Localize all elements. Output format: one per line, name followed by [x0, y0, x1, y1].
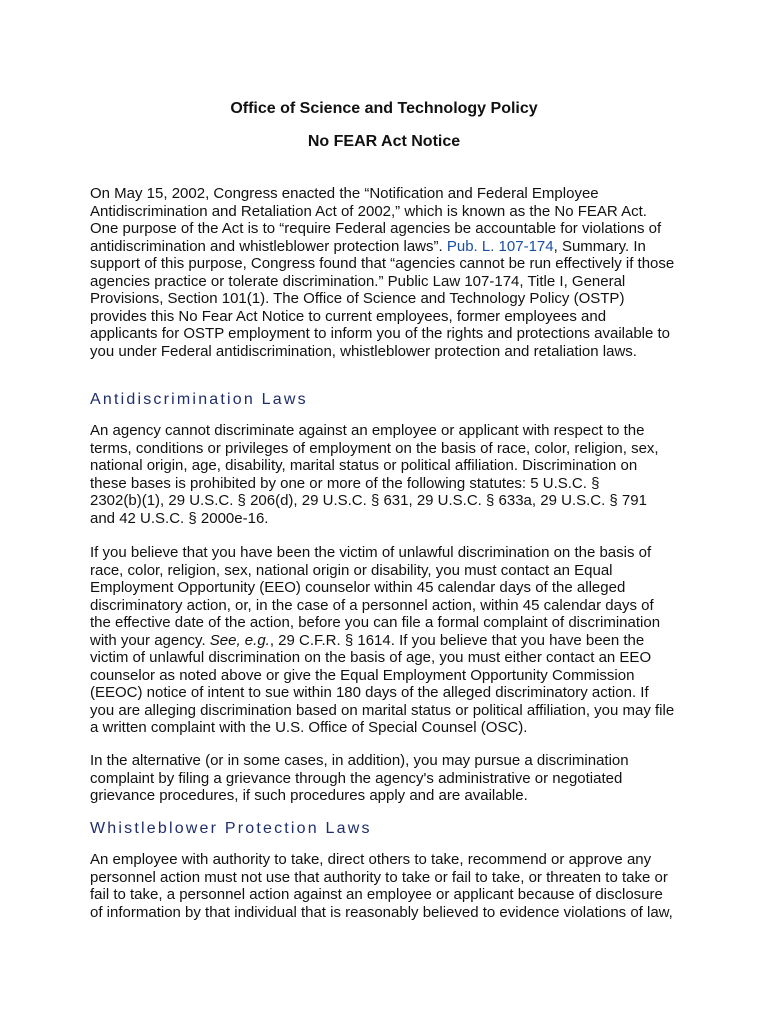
- whistleblower-paragraph-1: [90, 851, 690, 921]
- intro-paragraph: [90, 185, 690, 360]
- text-line: grievance procedures, if such procedures apply and are available.: [90, 787, 528, 804]
- page-title: Office of Science and Technology Policy: [230, 100, 538, 117]
- text-line: Antidiscrimination and Retaliation Act of 2002,” which is known as the No FEAR Act.: [90, 202, 647, 220]
- text-line: these bases is prohibited by one or more of the following statutes: 5 U.S.C. §: [90, 474, 600, 492]
- citation-signal: See, e.g.: [209, 631, 270, 649]
- text-line: terms, conditions or privileges of employment on the basis of race, color, religion, sex,: [90, 439, 659, 457]
- text-line: a written complaint with the U.S. Office of Special Counsel (OSC).: [90, 719, 528, 736]
- text-line: An employee with authority to take, direct others to take, recommend or approve any: [90, 851, 652, 868]
- text-line: provides this No Fear Act Notice to current employees, former employees and: [90, 307, 607, 325]
- text-segment: , Summary. In: [553, 237, 646, 255]
- antidiscrimination-paragraph-3: [90, 752, 690, 805]
- text-segment: antidiscrimination and whistleblower protection laws”.: [90, 237, 447, 255]
- text-line: agencies practice or tolerate discrimination.” Public Law 107-174, Title I, General: [90, 272, 626, 290]
- text-line: On May 15, 2002, Congress enacted the “Notification and Federal Employee: [90, 185, 599, 202]
- text-line: fail to take, a personnel action against an employee or applicant because of disclosure: [90, 886, 663, 903]
- text-line-with-citation: [90, 632, 690, 650]
- text-line: applicants for OSTP employment to inform you of the rights and protections available to: [90, 325, 671, 342]
- text-segment: , 29 C.F.R. § 1614. If you believe that you have been the: [269, 631, 645, 649]
- text-line: support of this purpose, Congress found that “agencies cannot be run effectively if those: [90, 255, 675, 272]
- text-line: the effective date of the action, before you can file a formal complaint of discrimination: [90, 614, 661, 631]
- text-line-with-link: [90, 238, 690, 256]
- text-segment: with your agency.: [90, 631, 210, 649]
- text-line: An agency cannot discriminate against an employee or applicant with respect to the: [90, 422, 645, 439]
- text-line: In the alternative (or in some cases, in addition), you may pursue a discrimination: [90, 752, 629, 769]
- text-line: complaint by filing a grievance through the agency's administrative or negotiated: [90, 769, 623, 787]
- pub-law-link[interactable]: Pub. L. 107-174: [446, 237, 554, 255]
- text-line: 2302(b)(1), 29 U.S.C. § 206(d), 29 U.S.C. § 631, 29 U.S.C. § 633a, 29 U.S.C. § 791: [90, 492, 647, 509]
- text-line: race, color, religion, sex, national origin or disability, you must contact an Equal: [90, 561, 613, 579]
- page-subtitle: No FEAR Act Notice: [307, 133, 461, 150]
- text-line: and 42 U.S.C. § 2000e-16.: [90, 509, 269, 527]
- text-line: Provisions, Section 101(1). The Office of Science and Technology Policy (OSTP): [90, 290, 625, 307]
- section-heading-antidiscrimination: Antidiscrimination Laws: [90, 391, 308, 408]
- text-line: victim of unlawful discrimination on the basis of age, you must either contact an EEO: [90, 649, 652, 666]
- text-line: discriminatory action, or, in the case of a personnel action, within 45 calendar days of: [90, 596, 654, 614]
- text-line: counselor as noted above or give the Equal Employment Opportunity Commission: [90, 666, 635, 684]
- text-line: Employment Opportunity (EEO) counselor within 45 calendar days of the alleged: [90, 579, 626, 596]
- text-line: of information by that individual that is reasonably believed to evidence violations of law,: [90, 903, 673, 921]
- text-line: you under Federal antidiscrimination, whistleblower protection and retaliation laws.: [90, 342, 637, 360]
- text-line: If you believe that you have been the victim of unlawful discrimination on the basis of: [90, 544, 652, 561]
- antidiscrimination-paragraph-2: [90, 544, 690, 737]
- text-line: personnel action must not use that authority to take or fail to take, or threaten to take or: [90, 868, 668, 886]
- text-line: One purpose of the Act is to “require Federal agencies be accountable for violations of: [90, 220, 662, 237]
- text-line: national origin, age, disability, marital status or political affiliation. Discrimination on: [90, 457, 638, 474]
- section-heading-whistleblower: Whistleblower Protection Laws: [90, 820, 372, 837]
- text-line: you are alleging discrimination based on marital status or political affiliation, you may file: [90, 701, 675, 719]
- antidiscrimination-paragraph-1: [90, 422, 690, 527]
- text-line: (EEOC) notice of intent to sue within 180 days of the alleged discriminatory action. If: [90, 684, 649, 701]
